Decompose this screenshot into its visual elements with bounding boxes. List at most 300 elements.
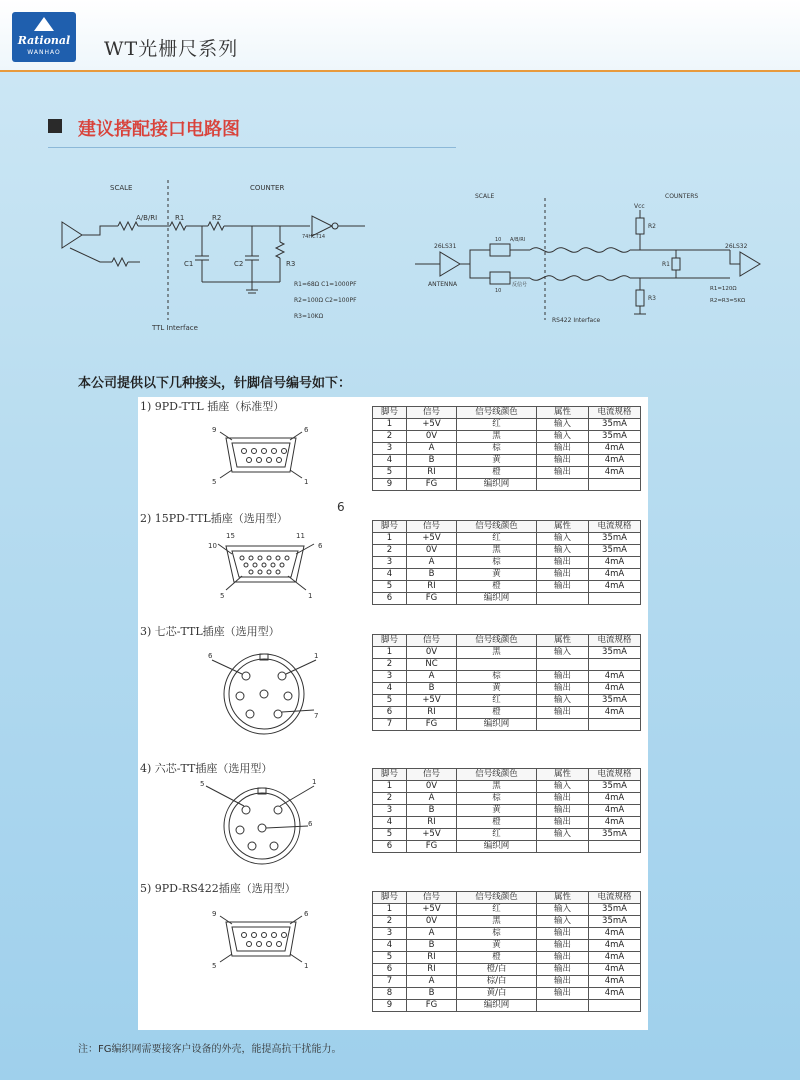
table-cell: 3 (373, 671, 407, 683)
table-row (373, 719, 641, 731)
table-row (373, 976, 641, 988)
table-cell (537, 719, 589, 731)
table-row (373, 817, 641, 829)
table-cell: 4mA (589, 940, 641, 952)
c3-label-c: 7 (314, 712, 319, 720)
connector-3-table (372, 634, 641, 731)
table-cell: 6 (373, 707, 407, 719)
table-cell: 9 (373, 479, 407, 491)
table-cell: 35mA (589, 431, 641, 443)
table-cell: 2 (373, 431, 407, 443)
table-cell: 35mA (589, 533, 641, 545)
table-row (373, 479, 641, 491)
table-cell: 7 (373, 719, 407, 731)
table-header: 信号 (407, 407, 457, 419)
table-cell: 编织网 (457, 841, 537, 853)
table-row (373, 805, 641, 817)
table-row (373, 793, 641, 805)
connector-5-table (372, 891, 641, 1012)
table-header: 电流规格 (589, 521, 641, 533)
c4-label-a: 5 (200, 780, 205, 788)
table-header: 信号线颜色 (457, 407, 537, 419)
table-cell: 3 (373, 557, 407, 569)
table-cell: 输入 (537, 695, 589, 707)
series-title: WT光栅尺系列 (104, 38, 239, 60)
table-cell: FG (407, 479, 457, 491)
table-row (373, 916, 641, 928)
rs422-caption: RS422 Interface (552, 317, 601, 324)
table-cell: A (407, 976, 457, 988)
connector-4-table (372, 768, 641, 853)
table-cell: A (407, 557, 457, 569)
c5-label-a: 9 (212, 910, 217, 918)
c2-label-a: 15 (226, 532, 235, 540)
connector-2-diagram (196, 530, 336, 602)
table-cell (589, 479, 641, 491)
table-cell: 4mA (589, 683, 641, 695)
table-cell: 4mA (589, 964, 641, 976)
table-cell: 输出 (537, 793, 589, 805)
table-cell: 棕 (457, 793, 537, 805)
rs422-counter-label: COUNTERS (665, 193, 699, 200)
table-cell: A (407, 443, 457, 455)
c1-label-b: 6 (304, 426, 309, 434)
table-cell: 1 (373, 419, 407, 431)
table-cell: 6 (373, 964, 407, 976)
table-cell: +5V (407, 695, 457, 707)
table-cell: 5 (373, 695, 407, 707)
table-cell: 1 (373, 904, 407, 916)
table-cell: 2 (373, 659, 407, 671)
ttl-caption: TTL Interface (152, 324, 198, 332)
table-row (373, 988, 641, 1000)
table-cell: 4mA (589, 988, 641, 1000)
logo-triangle-icon (34, 17, 54, 31)
table-row (373, 841, 641, 853)
table-header: 属性 (537, 769, 589, 781)
ttl-c1-label: C1 (184, 260, 194, 268)
c2-label-d: 6 (318, 542, 323, 550)
table-cell: B (407, 569, 457, 581)
table-cell: 1 (373, 647, 407, 659)
table-header-row (373, 769, 641, 781)
table-cell: 4mA (589, 569, 641, 581)
page-number: 6 (337, 500, 345, 514)
c2-label-b: 11 (296, 532, 305, 540)
table-cell: 输入 (537, 781, 589, 793)
table-cell: 棕 (457, 671, 537, 683)
rs422-signal-a: A/B/RI (510, 237, 526, 243)
table-cell: 输出 (537, 569, 589, 581)
table-cell: A (407, 928, 457, 940)
c3-label-a: 6 (208, 652, 213, 660)
table-row (373, 443, 641, 455)
table-cell: 黄 (457, 805, 537, 817)
table-cell: 4mA (589, 707, 641, 719)
table-cell: 35mA (589, 781, 641, 793)
table-cell: FG (407, 719, 457, 731)
ttl-r3-label: R3 (286, 260, 296, 268)
table-cell: 棕 (457, 928, 537, 940)
connector-5-title: 5) 9PD-RS422插座（选用型） (140, 882, 296, 895)
table-cell: RI (407, 964, 457, 976)
table-cell: 0V (407, 647, 457, 659)
table-cell: 4mA (589, 671, 641, 683)
c1-label-c: 5 (212, 478, 217, 486)
table-cell: 4 (373, 940, 407, 952)
table-cell: 35mA (589, 545, 641, 557)
table-cell: 红 (457, 419, 537, 431)
table-cell (537, 593, 589, 605)
table-cell: 输出 (537, 467, 589, 479)
table-cell: 橙 (457, 817, 537, 829)
table-row (373, 695, 641, 707)
table-cell: 橙 (457, 581, 537, 593)
table-row (373, 431, 641, 443)
table-cell (537, 841, 589, 853)
table-header-row (373, 635, 641, 647)
table-cell (537, 659, 589, 671)
table-row (373, 557, 641, 569)
table-cell: 黄/白 (457, 988, 537, 1000)
table-row (373, 829, 641, 841)
table-cell: 输出 (537, 976, 589, 988)
table-cell: 35mA (589, 916, 641, 928)
connector-2-title: 2) 15PD-TTL插座（选用型） (140, 512, 288, 525)
connector-4-title: 4) 六芯-TT插座（选用型） (140, 762, 273, 775)
ttl-r1-label: R1 (175, 214, 185, 222)
rs422-r10a-label: 10 (495, 237, 502, 243)
table-cell (589, 719, 641, 731)
table-cell: 4mA (589, 581, 641, 593)
table-cell: 红 (457, 904, 537, 916)
table-cell: 输入 (537, 904, 589, 916)
table-cell: 9 (373, 1000, 407, 1012)
table-header: 脚号 (373, 521, 407, 533)
section-underline (48, 147, 456, 148)
rs422-receiver-label: 26LS32 (725, 243, 748, 250)
logo-brand-text: Rational (17, 34, 71, 47)
table-cell: 输入 (537, 916, 589, 928)
table-cell: 3 (373, 928, 407, 940)
table-cell: 输入 (537, 419, 589, 431)
ttl-signal-label: A/B/RI (136, 214, 158, 222)
ttl-c2-label: C2 (234, 260, 244, 268)
ttl-r2-label: R2 (212, 214, 222, 222)
table-cell: 橙 (457, 467, 537, 479)
table-cell: 8 (373, 988, 407, 1000)
rs422-driver-label: 26LS31 (434, 243, 457, 250)
table-cell (457, 659, 537, 671)
table-cell: 4mA (589, 467, 641, 479)
table-cell: 4mA (589, 928, 641, 940)
connector-3-title: 3) 七芯-TTL插座（选用型） (140, 625, 280, 638)
table-cell: RI (407, 581, 457, 593)
table-cell (589, 593, 641, 605)
rational-logo (12, 12, 76, 62)
table-row (373, 545, 641, 557)
table-header: 电流规格 (589, 407, 641, 419)
table-cell: B (407, 988, 457, 1000)
table-cell: 4 (373, 683, 407, 695)
table-header: 属性 (537, 635, 589, 647)
c4-label-c: 6 (308, 820, 313, 828)
table-cell: 7 (373, 976, 407, 988)
intro-text: 本公司提供以下几种接头，针脚信号编号如下： (78, 376, 352, 391)
table-cell: 35mA (589, 695, 641, 707)
rs422-signal-b: 反信号 (512, 282, 528, 288)
table-cell: 4 (373, 455, 407, 467)
table-cell: 编织网 (457, 479, 537, 491)
table-row (373, 781, 641, 793)
table-cell: 橙/白 (457, 964, 537, 976)
logo-sub-text: WANHAO (27, 49, 61, 56)
table-cell: 输出 (537, 805, 589, 817)
table-row (373, 940, 641, 952)
table-cell (589, 1000, 641, 1012)
table-cell: +5V (407, 533, 457, 545)
table-cell: 橙 (457, 952, 537, 964)
c1-label-d: 1 (304, 478, 309, 486)
table-cell: FG (407, 1000, 457, 1012)
table-cell: 1 (373, 533, 407, 545)
rs422-spec-2: R2=R3=5KΩ (710, 298, 746, 304)
section-bullet-icon (48, 119, 62, 133)
c3-label-b: 1 (314, 652, 319, 660)
rs422-r3-label: R3 (648, 295, 656, 302)
table-cell (589, 841, 641, 853)
table-header: 脚号 (373, 635, 407, 647)
table-cell: 2 (373, 545, 407, 557)
table-cell: 输出 (537, 581, 589, 593)
table-header: 信号 (407, 892, 457, 904)
table-header: 信号线颜色 (457, 635, 537, 647)
table-cell: 35mA (589, 829, 641, 841)
table-cell: 4mA (589, 455, 641, 467)
table-cell: RI (407, 952, 457, 964)
table-cell: 输出 (537, 817, 589, 829)
table-cell: 黄 (457, 683, 537, 695)
table-cell: 5 (373, 467, 407, 479)
connector-2-table (372, 520, 641, 605)
ttl-counter-label: COUNTER (250, 184, 285, 192)
table-row (373, 533, 641, 545)
table-row (373, 581, 641, 593)
table-cell (537, 479, 589, 491)
table-cell: A (407, 793, 457, 805)
table-row (373, 671, 641, 683)
connector-1-table (372, 406, 641, 491)
table-header: 电流规格 (589, 635, 641, 647)
table-cell: 输入 (537, 829, 589, 841)
rs422-scale-label: SCALE (475, 193, 495, 200)
table-header: 属性 (537, 892, 589, 904)
rs422-r1-label: R1 (662, 261, 670, 268)
table-header: 属性 (537, 407, 589, 419)
table-row (373, 683, 641, 695)
table-cell: 编织网 (457, 593, 537, 605)
table-cell: 4 (373, 569, 407, 581)
table-cell: 4mA (589, 805, 641, 817)
c5-label-c: 5 (212, 962, 217, 970)
table-cell: 1 (373, 781, 407, 793)
table-cell: 35mA (589, 419, 641, 431)
table-cell: 输出 (537, 683, 589, 695)
table-cell: 6 (373, 841, 407, 853)
table-header-row (373, 521, 641, 533)
table-cell: 输出 (537, 964, 589, 976)
table-cell: 4mA (589, 952, 641, 964)
table-cell: 输出 (537, 707, 589, 719)
table-row (373, 467, 641, 479)
table-cell: 输出 (537, 557, 589, 569)
table-cell: 棕/白 (457, 976, 537, 988)
table-cell: 编织网 (457, 719, 537, 731)
table-cell: 输出 (537, 952, 589, 964)
table-row (373, 455, 641, 467)
table-cell: 黄 (457, 455, 537, 467)
table-header: 属性 (537, 521, 589, 533)
table-cell: 黑 (457, 647, 537, 659)
connector-1-diagram (196, 420, 326, 492)
table-cell: 输出 (537, 671, 589, 683)
table-header: 脚号 (373, 407, 407, 419)
table-cell: 3 (373, 443, 407, 455)
table-cell: 5 (373, 952, 407, 964)
table-row (373, 707, 641, 719)
c5-label-d: 1 (304, 962, 309, 970)
table-cell: B (407, 940, 457, 952)
table-cell: RI (407, 817, 457, 829)
table-row (373, 964, 641, 976)
table-cell: 黑 (457, 781, 537, 793)
table-header: 电流规格 (589, 769, 641, 781)
connector-1-title: 1) 9PD-TTL 插座（标准型） (140, 400, 285, 413)
c5-label-b: 6 (304, 910, 309, 918)
table-header: 脚号 (373, 769, 407, 781)
table-cell: 黑 (457, 545, 537, 557)
table-cell: NC (407, 659, 457, 671)
table-cell: 5 (373, 581, 407, 593)
ttl-spec-1: R1=68Ω C1=1000PF (294, 281, 357, 288)
table-header: 信号 (407, 769, 457, 781)
table-row (373, 593, 641, 605)
section-title: 建议搭配接口电路图 (78, 119, 240, 140)
table-row (373, 952, 641, 964)
table-cell: 2 (373, 793, 407, 805)
table-cell: 4mA (589, 443, 641, 455)
table-cell: 红 (457, 829, 537, 841)
table-cell: 0V (407, 431, 457, 443)
table-cell: 黑 (457, 431, 537, 443)
table-cell: +5V (407, 904, 457, 916)
table-cell: 4mA (589, 557, 641, 569)
table-header: 信号线颜色 (457, 769, 537, 781)
table-cell (589, 659, 641, 671)
table-cell: 输入 (537, 647, 589, 659)
table-row (373, 1000, 641, 1012)
table-cell: 黄 (457, 569, 537, 581)
rs422-vcc-label: Vcc (634, 203, 645, 210)
table-cell: 输出 (537, 988, 589, 1000)
rs422-r2-label: R2 (648, 223, 656, 230)
ttl-spec-3: R3=10KΩ (294, 313, 324, 320)
table-cell: 6 (373, 593, 407, 605)
ttl-chip-label: 74HCT14 (302, 234, 326, 240)
table-header: 信号 (407, 635, 457, 647)
ttl-scale-label: SCALE (110, 184, 133, 192)
table-cell: 黄 (457, 940, 537, 952)
table-cell (537, 1000, 589, 1012)
table-cell: 4mA (589, 817, 641, 829)
table-cell: 黑 (457, 916, 537, 928)
table-cell: +5V (407, 419, 457, 431)
table-cell: 0V (407, 545, 457, 557)
rs422-spec-1: R1=120Ω (710, 286, 737, 292)
c2-label-c: 10 (208, 542, 217, 550)
table-cell: 35mA (589, 904, 641, 916)
table-cell: 0V (407, 781, 457, 793)
table-header: 脚号 (373, 892, 407, 904)
table-cell: 输出 (537, 455, 589, 467)
table-cell: 35mA (589, 647, 641, 659)
footnote: 注：FG编织网需要接客户设备的外壳，能提高抗干扰能力。 (78, 1044, 342, 1055)
table-header: 信号 (407, 521, 457, 533)
connector-4-diagram (196, 776, 336, 876)
table-cell: B (407, 683, 457, 695)
table-cell: 输入 (537, 431, 589, 443)
table-cell: 输出 (537, 940, 589, 952)
table-cell: 棕 (457, 443, 537, 455)
c2-label-e: 5 (220, 592, 225, 600)
table-cell: 输入 (537, 545, 589, 557)
table-cell: 红 (457, 533, 537, 545)
connector-5-diagram (196, 904, 326, 976)
table-row (373, 419, 641, 431)
interface-circuit-diagrams (40, 170, 780, 350)
table-row (373, 659, 641, 671)
rs422-antenna-label: ANTENNA (428, 281, 458, 288)
page-header (0, 0, 800, 72)
rs422-r10b-label: 10 (495, 288, 502, 294)
table-cell: 2 (373, 916, 407, 928)
table-header-row (373, 892, 641, 904)
table-cell: 输出 (537, 928, 589, 940)
table-cell: FG (407, 841, 457, 853)
table-cell: 4 (373, 817, 407, 829)
table-cell: 0V (407, 916, 457, 928)
table-cell: RI (407, 467, 457, 479)
table-header: 信号线颜色 (457, 892, 537, 904)
table-header-row (373, 407, 641, 419)
table-row (373, 928, 641, 940)
ttl-spec-2: R2=100Ω C2=100PF (294, 297, 357, 304)
table-row (373, 647, 641, 659)
table-cell: 4mA (589, 976, 641, 988)
header-rule (0, 70, 800, 72)
table-row (373, 904, 641, 916)
table-cell: 橙 (457, 707, 537, 719)
table-cell: A (407, 671, 457, 683)
c1-label-a: 9 (212, 426, 217, 434)
table-cell: 编织网 (457, 1000, 537, 1012)
c2-label-f: 1 (308, 592, 313, 600)
table-cell: 输入 (537, 533, 589, 545)
table-cell: 输出 (537, 443, 589, 455)
connector-3-diagram (200, 646, 330, 746)
table-cell: B (407, 805, 457, 817)
table-cell: RI (407, 707, 457, 719)
